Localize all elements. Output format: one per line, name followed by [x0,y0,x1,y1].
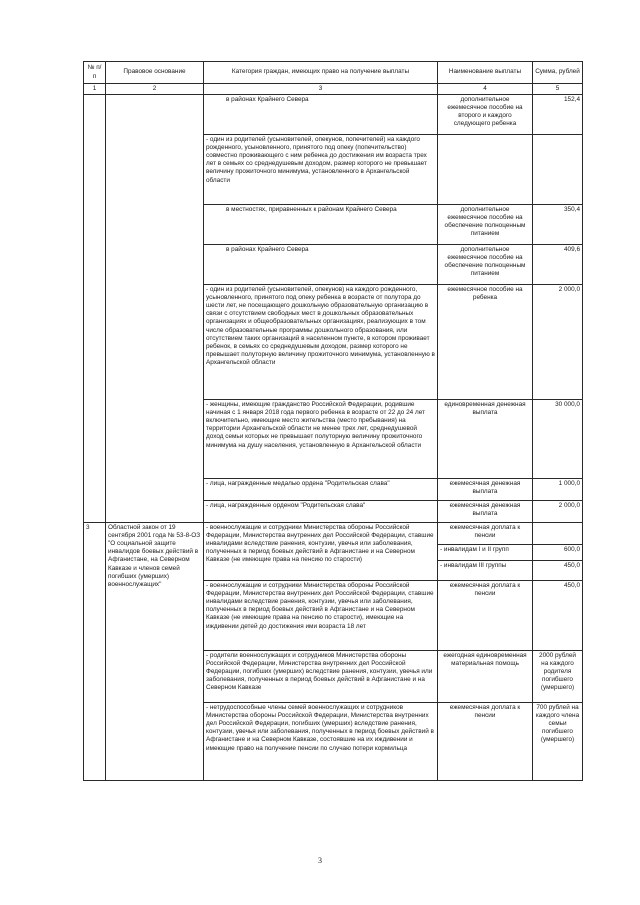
table-row [84,95,583,135]
category-cell: в районах Крайнего Севера [204,245,438,285]
column-number: 5 [533,84,583,95]
category-cell: - родители военнослужащих и сотрудников Министерства обороны Российской Федерации, Министерства внутренних дел Российской Федерации, погибших (умерших) вследствие ранения, контузии, увечья или заболевания, полученных в период боевых действий в Афганистане и на Северном Кавказе [204,651,438,703]
page-number: 3 [318,856,322,865]
legal-basis-cell: Областной закон от 19 сентября 2001 года № 53-8-ОЗ "О социальной защите инвалидов боевых действий в Афганистане, на Северном Кавказе и членов семей погибших (умерших) военнослужащих" [106,523,204,781]
payment-name-cell: единовременная денежная выплата [438,400,533,479]
payment-name-cell: ежемесячная доплата к пенсии [438,581,533,651]
payment-name-cell: ежемесячная доплата к пенсии [438,703,533,781]
payment-name-cell [438,135,533,205]
sum-cell: 1 000,0 [533,479,583,501]
sum-cell: 409,6 [533,245,583,285]
sum-cell: 450,0 [533,581,583,651]
payment-subtype-cell: - инвалидам III группы [438,561,533,581]
column-number: 3 [204,84,438,95]
legal-basis-cell [106,95,204,523]
payment-name-cell: дополнительное ежемесячное пособие на обеспечение полноценным питанием [438,245,533,285]
category-cell: в местностях, приравненных к районам Крайнего Севера [204,205,438,245]
category-cell: - военнослужащие и сотрудники Министерства обороны Российской Федерации, Министерства внутренних дел Российской Федерации, ставшие инвалидами вследствие ранения, контузии, увечья или заболевания, полученных в период боевых действий в Афганистане и на Северном Кавказе (не имеющие права на пенсию по старости) [204,523,438,581]
header-payment-name: Наименование выплаты [438,62,533,84]
header-category: Категория граждан, имеющих право на получение выплаты [204,62,438,84]
category-cell: в районах Крайнего Севера [204,95,438,135]
payment-name-cell: дополнительное ежемесячное пособие на обеспечение полноценным питанием [438,205,533,245]
sum-cell: 2000 рублей на каждого родителя погибшего (умершего) [533,651,583,703]
payment-name-cell: дополнительное ежемесячное пособие на второго и каждого следующего ребенка [438,95,533,135]
header-sum: Сумма, рублей [533,62,583,84]
payment-name-cell: ежемесячная денежная выплата [438,479,533,501]
column-number: 1 [84,84,106,95]
category-cell: - военнослужащие и сотрудники Министерства обороны Российской Федерации, Министерства внутренних дел Российской Федерации, ставшие инвалидами вследствие ранения, контузии, увечья или заболевания, полученных в период боевых действий в Афганистане и на Северном Кавказе (не имеющие права на пенсию по старости), имеющие на иждивении детей до достижения ими возраста 18 лет [204,581,438,651]
category-cell: - лица, награжденные медалью ордена "Родительская слава" [204,479,438,501]
sum-cell [533,135,583,205]
sum-cell: 350,4 [533,205,583,245]
benefits-table [83,61,583,781]
column-number: 2 [106,84,204,95]
sum-cell: 30 000,0 [533,400,583,479]
row-number-cell: 3 [84,523,106,781]
sum-cell: 600,0 [533,545,583,561]
sum-cell [533,523,583,545]
sum-cell: 700 рублей на каждого члена семьи погибшего (умершего) [533,703,583,781]
payment-name-cell: ежемесячная денежная выплата [438,501,533,523]
payment-name-cell: ежемесячное пособие на ребенка [438,285,533,400]
column-numbers-row [84,84,583,95]
category-cell: - один из родителей (усыновителей, опекунов, попечителей) на каждого рожденного, усыновленного, принятого под опеку (попечительство) совместно проживающего с ним ребенка до достижения им возраста трех лет в семьях со среднедушевым доходом, размер которого не превышает величину прожиточного минимума, установленного в Архангельской области [204,135,438,205]
category-cell: - женщины, имеющие гражданство Российской Федерации, родившие начиная с 1 января 2018 года первого ребенка в возрасте от 22 до 24 лет включительно, имеющие место жительства (место пребывания) на территории Архангельской области не менее трех лет, среднедушевой доход семьи которых не превышает полуторную величину прожиточного минимума на душу населения, установленную в Архангельской области [204,400,438,479]
category-cell: - лица, награжденные орденом "Родительская слава" [204,501,438,523]
table-header-row [84,62,583,84]
sum-cell: 2 000,0 [533,501,583,523]
header-number: № п/п [84,62,106,84]
sum-cell: 2 000,0 [533,285,583,400]
payment-subtype-cell: - инвалидам I и II групп [438,545,533,561]
payment-name-cell: ежегодная единовременная материальная помощь [438,651,533,703]
sum-cell: 152,4 [533,95,583,135]
category-cell: - нетрудоспособные члены семей военнослужащих и сотрудников Министерства обороны Российской Федерации, Министерства внутренних дел Российской Федерации, погибших (умерших) вследствие ранения, контузии, увечья или заболевания, полученных в период боевых действий в Афганистане и на Северном Кавказе, состоявшие на их иждивении и имеющие право на получение пенсии по случаю потери кормильца [204,703,438,781]
category-cell: - один из родителей (усыновителей, опекунов) на каждого рожденного, усыновленного, принятого под опеку ребенка в возрасте от полутора до шести лет, не посещающего дошкольную образовательную организацию в связи с отсутствием свободных мест в дошкольных образовательных организациях и общеобразовательных организациях, реализующих в том числе образовательные программы дошкольного образования, или отсутствием таких организаций в населенном пункте, в котором проживает ребенок, в семьях со среднедушевым доходом, размер которого не превышает полуторную величину прожиточного минимума, установленную в Архангельской области [204,285,438,400]
payment-name-cell: ежемесячная доплата к пенсии [438,523,533,545]
table-row [84,523,583,545]
sum-cell: 450,0 [533,561,583,581]
header-legal-basis: Правовое основание [106,62,204,84]
row-number-cell [84,95,106,523]
column-number: 4 [438,84,533,95]
